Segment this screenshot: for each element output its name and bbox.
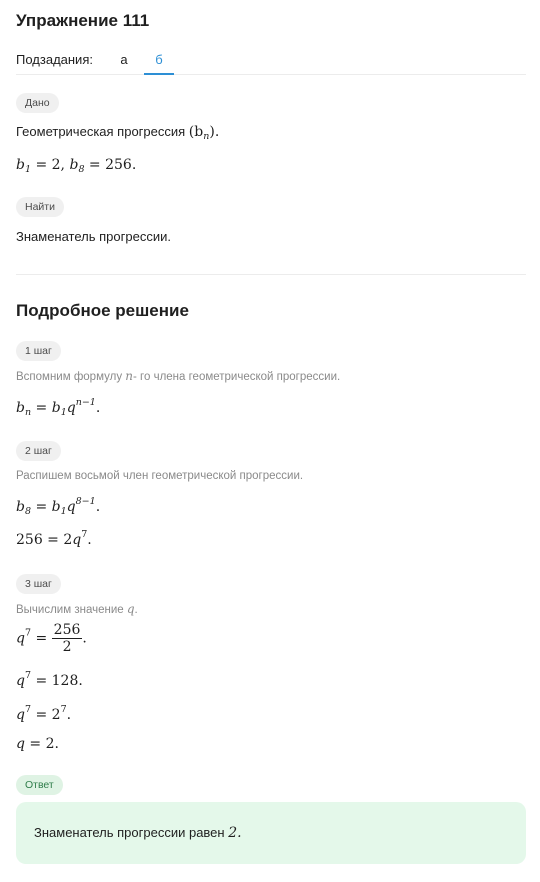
section-divider	[16, 274, 526, 275]
find-text: Знаменатель прогрессии.	[16, 229, 171, 244]
step-2-formula-1: $b_8 = b_1q^{8-1}$.	[16, 496, 101, 517]
step-3-formula-4: q = 2.	[16, 736, 59, 752]
tab-subtask-a[interactable]: а	[120, 52, 128, 67]
step-3-formula-2: $q^7 = 128$.	[16, 670, 83, 689]
page-title: Упражнение 111	[16, 11, 150, 30]
step-3-chip: 3 шаг	[16, 574, 61, 594]
find-chip: Найти	[16, 197, 64, 217]
step-1-description: Вспомним формулу n- го члена геометрической прогрессии.	[16, 369, 341, 383]
given-line-1	[16, 123, 219, 146]
given-text: Геометрическая прогрессия	[16, 124, 189, 139]
step-2-formula-2: $256 = 2q^7$.	[16, 529, 92, 548]
given-sequence: $(b_n)$.	[188, 124, 220, 142]
step-1-formula: $b_n = b_1q^{n-1}$.	[16, 397, 101, 418]
active-tab-indicator	[144, 73, 174, 75]
step-3-formula-3: $q^7 = 2^7$.	[16, 704, 72, 723]
step-3-formula-1: $q^7$ = $\frac{256}{2}$ .	[16, 622, 87, 655]
solution-title: Подробное решение	[16, 301, 189, 320]
given-chip: Дано	[16, 93, 59, 113]
answer-chip: Ответ	[16, 775, 63, 795]
answer-text: Знаменатель прогрессии равен 2.	[34, 825, 242, 841]
subtasks-label: Подзадания:	[16, 52, 93, 67]
step-2-chip: 2 шаг	[16, 441, 61, 461]
answer-value: 2.	[228, 825, 242, 841]
answer-box	[16, 802, 526, 864]
subtasks-bar	[16, 46, 526, 75]
step-1-chip: 1 шаг	[16, 341, 61, 361]
fraction: $\frac{256}{2}$	[53, 622, 81, 655]
step-2-description: Распишем восьмой член геометрической прогрессии.	[16, 470, 304, 482]
step-3-description: Вычислим значение q.	[16, 602, 138, 616]
tab-subtask-b[interactable]: б	[155, 52, 163, 67]
given-line-2: $b_1 = 2$, $b_8 = 256$.	[16, 157, 137, 175]
